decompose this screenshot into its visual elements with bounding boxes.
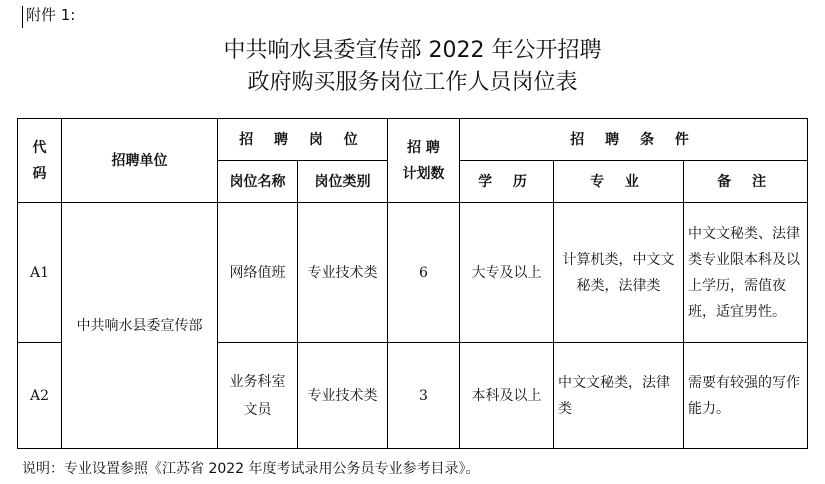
cell-plan: 3 xyxy=(388,343,460,449)
page-title-line1: 中共响水县委宣传部 2022 年公开招聘 xyxy=(223,38,602,63)
cell-code: A2 xyxy=(18,343,62,449)
page-title-line2: 政府购买服务岗位工作人员岗位表 xyxy=(247,70,578,95)
header-remark: 备 注 xyxy=(684,161,808,203)
header-code: 代 码 xyxy=(18,119,62,203)
cell-education: 大专及以上 xyxy=(460,203,554,343)
cell-position-type: 专业技术类 xyxy=(298,343,388,449)
cell-education: 本科及以上 xyxy=(460,343,554,449)
header-position-group: 招 聘 岗 位 xyxy=(218,119,388,161)
cell-code: A1 xyxy=(18,203,62,343)
cell-remark: 需要有较强的写作能力。 xyxy=(684,343,808,449)
cell-position-name: 网络值班 xyxy=(218,203,298,343)
cell-remark: 中文文秘类、法律类专业限本科及以上学历，需值夜班，适宜男性。 xyxy=(684,203,808,343)
cell-position-type: 专业技术类 xyxy=(298,203,388,343)
header-major: 专 业 xyxy=(554,161,684,203)
cell-major: 计算机类，中文文秘类，法律类 xyxy=(554,203,684,343)
header-plan: 招 聘 计划数 xyxy=(388,119,460,203)
cell-major: 中文文秘类，法律类 xyxy=(554,343,684,449)
cell-position-name: 业务科室文员 xyxy=(218,343,298,449)
header-unit: 招聘单位 xyxy=(62,119,218,203)
header-position-name: 岗位名称 xyxy=(218,161,298,203)
header-conditions-group: 招 聘 条 件 xyxy=(460,119,808,161)
attachment-label: 附件 1: xyxy=(26,6,76,24)
position-table xyxy=(17,118,808,449)
cell-unit: 中共响水县委宣传部 xyxy=(62,203,218,449)
header-education: 学 历 xyxy=(460,161,554,203)
table-row xyxy=(18,203,808,343)
header-position-type: 岗位类别 xyxy=(298,161,388,203)
footer-note: 说明：专业设置参照《江苏省 2022 年度考试录用公务员专业参考目录》。 xyxy=(22,461,480,477)
cell-plan: 6 xyxy=(388,203,460,343)
